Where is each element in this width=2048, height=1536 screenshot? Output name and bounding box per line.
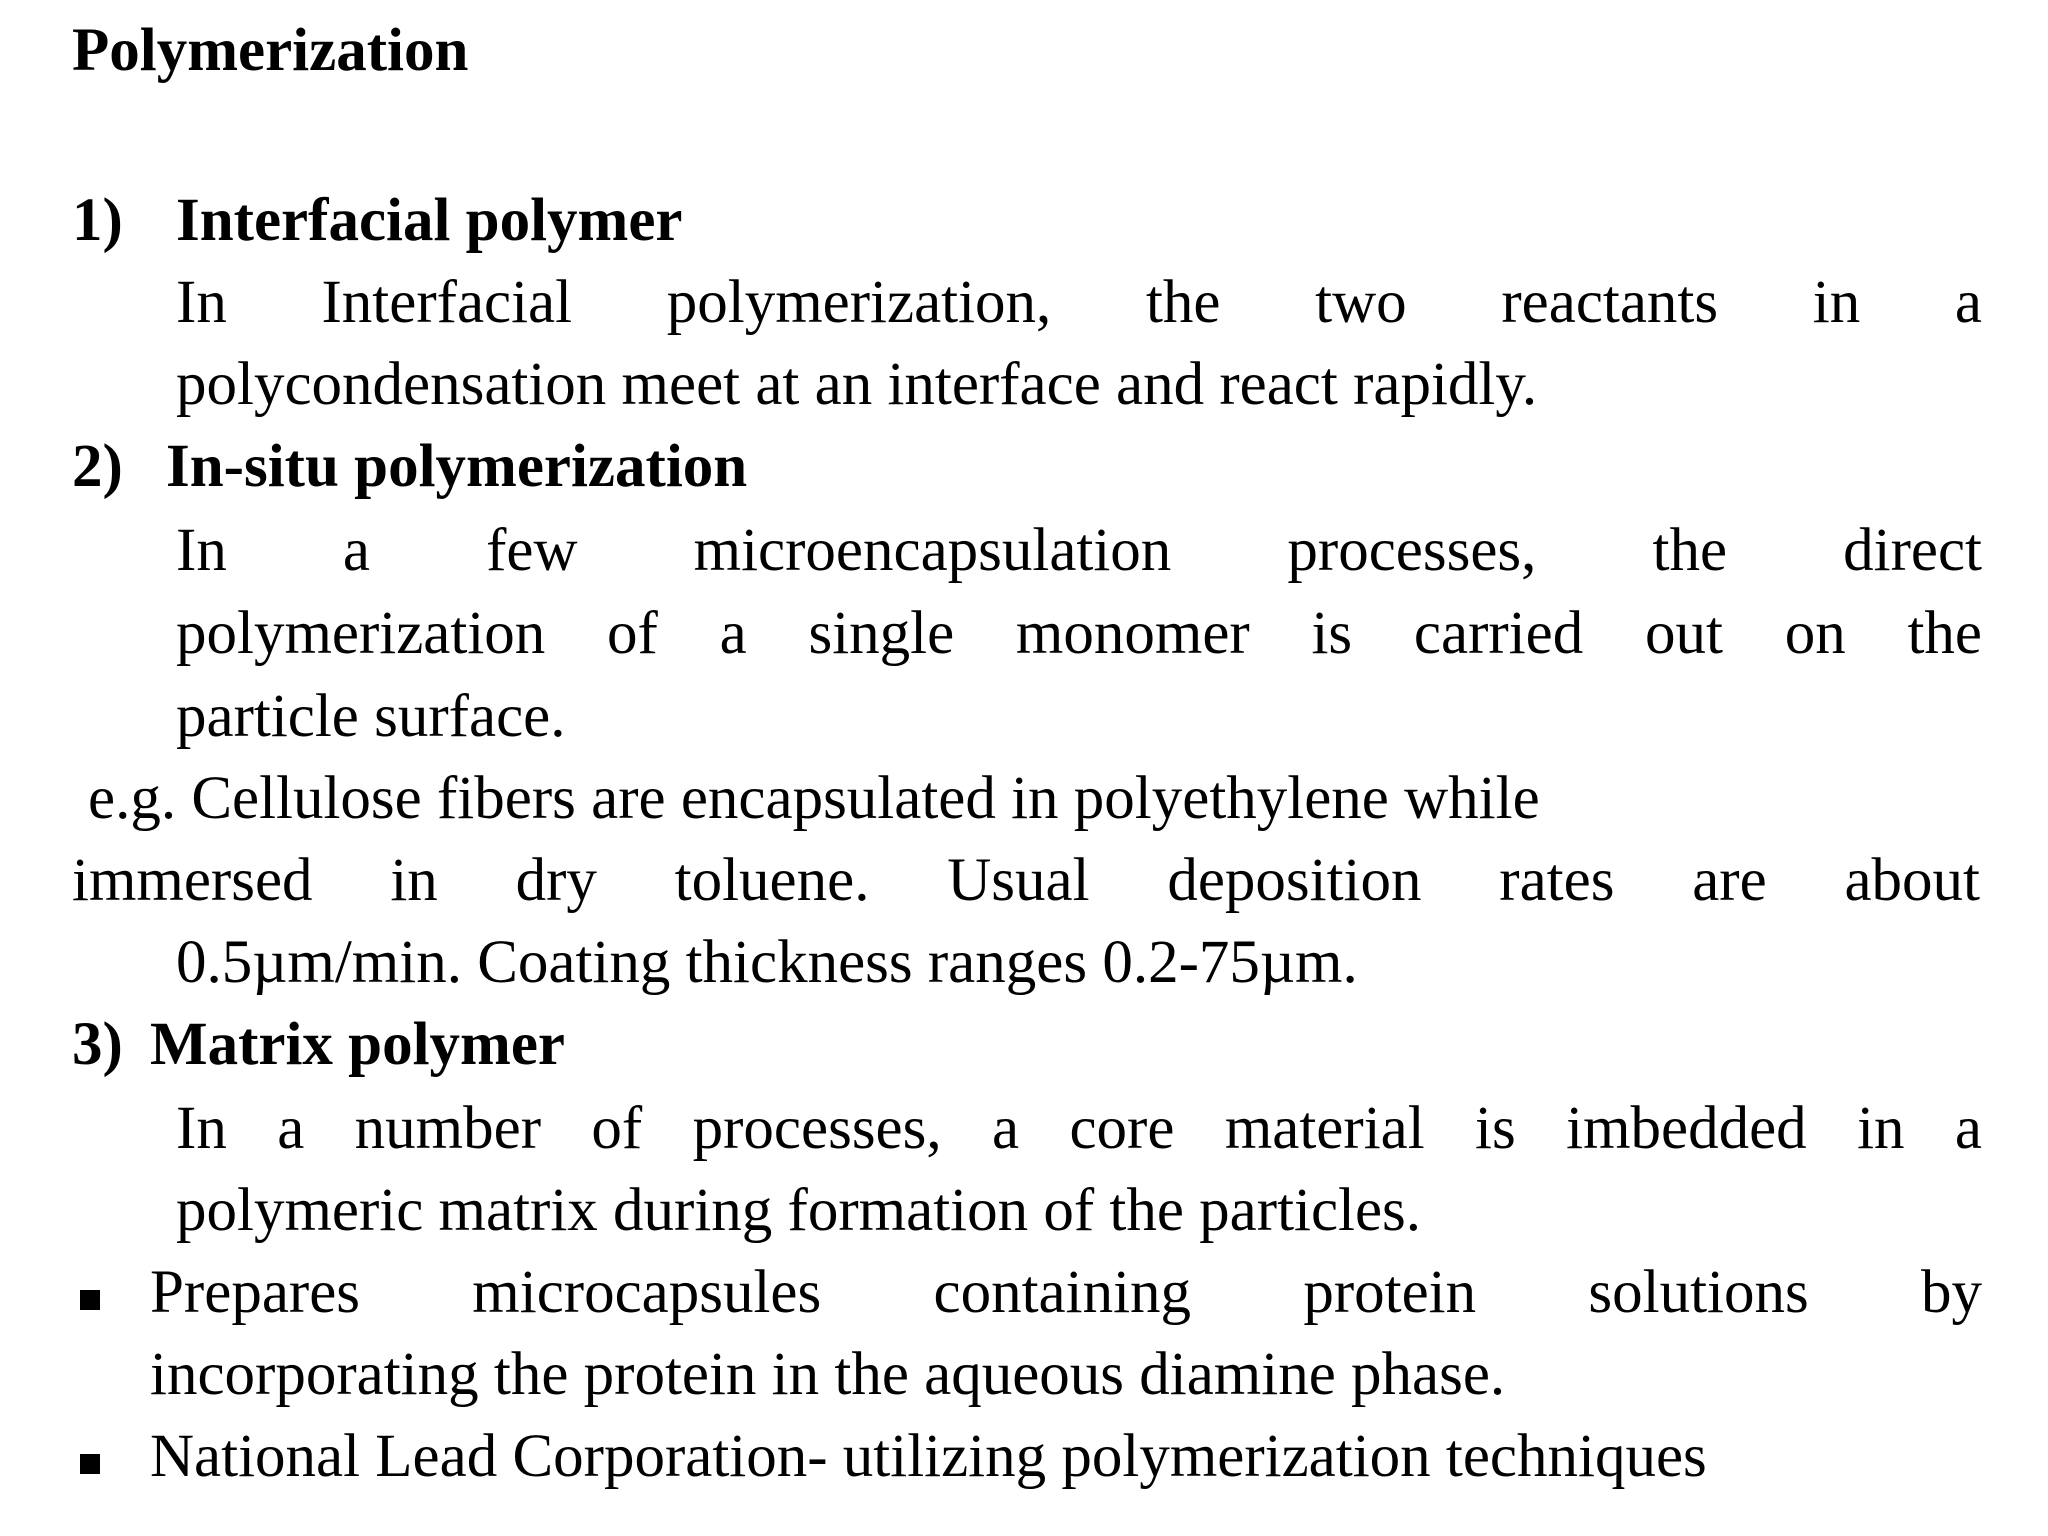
bullet-square-icon [80, 1454, 100, 1474]
section-2-paragraph-line-3: particle surface. [176, 683, 566, 750]
section-2-example-line-1: e.g. Cellulose fibers are encapsulated in polyethylene while [88, 765, 1540, 832]
section-1-heading: Interfacial polymer [176, 187, 683, 254]
bullet-square-icon [80, 1290, 100, 1310]
section-1-number: 1) [72, 187, 123, 254]
section-2-paragraph-line-2: polymerization of a single monomer is carried out on the [176, 600, 1982, 667]
bullet-2-line-1: National Lead Corporation- utilizing polymerization techniques [150, 1423, 1707, 1490]
section-3-paragraph-line-1: In a number of processes, a core material is imbedded in a [176, 1095, 1982, 1162]
section-2-example-line-3: 0.5µm/min. Coating thickness ranges 0.2-75µm. [176, 929, 1358, 996]
section-2-paragraph-line-1: In a few microencapsulation processes, the direct [176, 517, 1982, 584]
section-1-paragraph-line-2: polycondensation meet at an interface and react rapidly. [176, 351, 1538, 418]
section-3-paragraph-line-2: polymeric matrix during formation of the particles. [176, 1177, 1422, 1244]
section-1-paragraph-line-1: In Interfacial polymerization, the two reactants in a [176, 269, 1982, 336]
bullet-1-line-1: Prepares microcapsules containing protein solutions by [150, 1259, 1982, 1326]
section-3-heading: Matrix polymer [150, 1011, 565, 1078]
page-title: Polymerization [72, 17, 469, 84]
bullet-1-line-2: incorporating the protein in the aqueous diamine phase. [150, 1341, 1506, 1408]
section-2-number: 2) [72, 433, 123, 500]
section-3-number: 3) [72, 1011, 123, 1078]
section-2-example-line-2: immersed in dry toluene. Usual deposition rates are about [72, 847, 1980, 914]
section-2-heading: In-situ polymerization [166, 433, 748, 500]
